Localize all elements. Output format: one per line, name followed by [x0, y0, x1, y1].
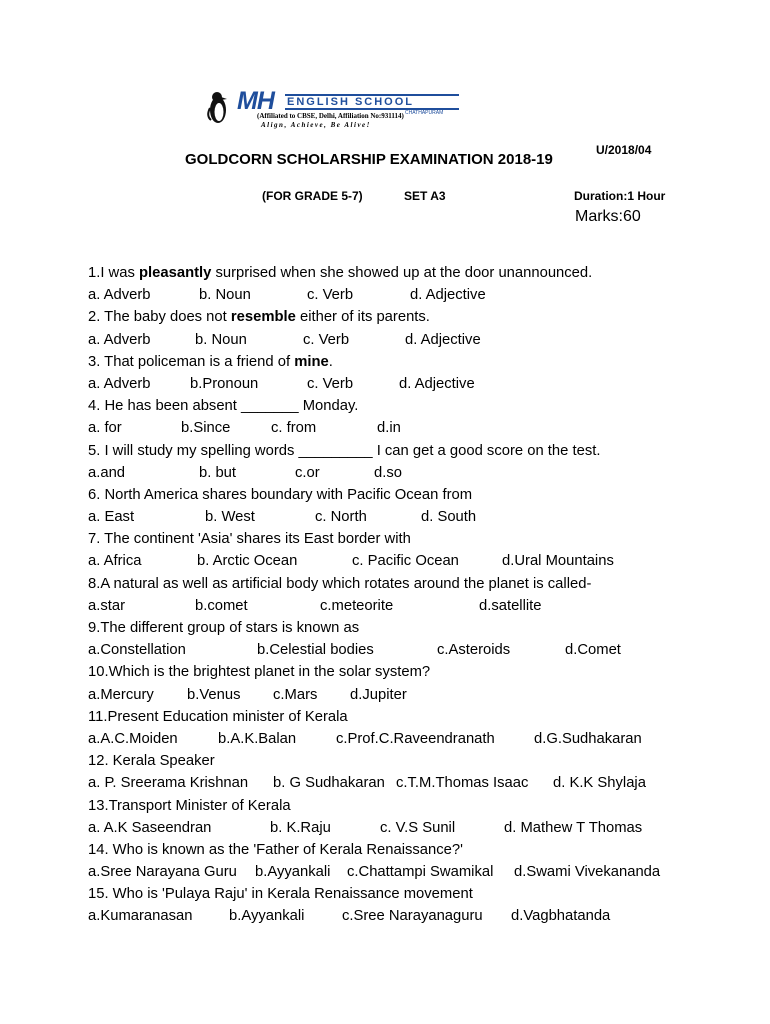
question-text: 11.Present Education minister of Kerala: [88, 708, 348, 725]
question-text: 3. That policeman is a friend of mine.: [88, 353, 333, 370]
answer-options: [88, 595, 728, 617]
option-b: b. Arctic Ocean: [197, 553, 298, 570]
answer-options: [88, 373, 728, 395]
answer-options: [88, 684, 728, 706]
question-list: [88, 262, 728, 928]
exam-code: U/2018/04: [596, 143, 652, 157]
option-d: d.G.Sudhakaran: [534, 730, 642, 747]
answer-options: [88, 550, 728, 572]
option-d: d.in: [377, 420, 401, 437]
option-a: a. Africa: [88, 553, 142, 570]
duration-label: Duration:1 Hour: [574, 189, 666, 203]
option-d: d.so: [374, 464, 402, 481]
question-text: 2. The baby does not resemble either of its parents.: [88, 309, 430, 326]
option-a: a. A.K Saseendran: [88, 819, 212, 836]
grade-label: (FOR GRADE 5-7): [262, 189, 363, 203]
option-d: d. Adjective: [410, 287, 486, 304]
logo-mh-letters: MH: [237, 87, 274, 115]
answer-options: [88, 506, 728, 528]
option-b: b.Since: [181, 420, 231, 437]
logo-school-name: ENGLISH SCHOOL: [285, 94, 459, 110]
option-c: c. Verb: [307, 375, 354, 392]
option-c: c.Prof.C.Raveendranath: [336, 730, 495, 747]
option-d: d. K.K Shylaja: [553, 775, 646, 792]
option-b: b.comet: [195, 597, 248, 614]
option-c: c. Pacific Ocean: [352, 553, 459, 570]
option-b: b.Venus: [187, 686, 241, 703]
option-d: d.Jupiter: [350, 686, 407, 703]
option-b: b.Ayyankali: [229, 908, 305, 925]
option-a: a.A.C.Moiden: [88, 730, 178, 747]
option-b: b.A.K.Balan: [218, 730, 297, 747]
option-b: b. K.Raju: [270, 819, 331, 836]
option-c: c. North: [315, 509, 367, 526]
answer-options: [88, 772, 728, 794]
option-d: d. Mathew T Thomas: [504, 819, 643, 836]
option-d: d.Swami Vivekananda: [514, 864, 661, 881]
answer-options: [88, 462, 728, 484]
answer-options: [88, 417, 728, 439]
school-logo: [205, 88, 460, 130]
answer-options: [88, 329, 728, 351]
question-text: 14. Who is known as the 'Father of Kerala Renaissance?': [88, 841, 463, 858]
answer-options: [88, 639, 728, 661]
question-text: 4. He has been absent _______ Monday.: [88, 398, 359, 415]
option-b: b. West: [205, 509, 255, 526]
logo-motto: Align, Achieve, Be Alive!: [261, 121, 371, 129]
option-a: a.Constellation: [88, 642, 186, 659]
question-text: 8.A natural as well as artificial body which rotates around the planet is called-: [88, 575, 592, 592]
option-d: d.Vagbhatanda: [511, 908, 611, 925]
option-a: a. Adverb: [88, 375, 151, 392]
option-c: c.Chattampi Swamikal: [347, 864, 494, 881]
option-b: b. G Sudhakaran: [273, 775, 385, 792]
option-c: c. V.S Sunil: [380, 819, 456, 836]
option-d: d.satellite: [479, 597, 542, 614]
option-a: a.and: [88, 464, 126, 481]
marks-label: Marks:60: [575, 208, 641, 225]
answer-options: [88, 728, 728, 750]
logo-affiliation: (Affiliated to CBSE, Delhi, Affiliation No:931114): [257, 112, 404, 120]
option-c: c.or: [295, 464, 320, 481]
option-a: a. for: [88, 420, 122, 437]
question-text: 12. Kerala Speaker: [88, 753, 215, 770]
penguin-logo-icon: [205, 90, 231, 126]
option-b: b.Celestial bodies: [257, 642, 374, 659]
logo-subtitle: CHATHAPURAM: [405, 110, 444, 116]
option-d: d. Adjective: [399, 375, 475, 392]
option-c: c.Mars: [273, 686, 318, 703]
option-c: c.Sree Narayanaguru: [342, 908, 483, 925]
option-a: a.star: [88, 597, 126, 614]
question-text: 9.The different group of stars is known as: [88, 620, 360, 636]
answer-options: [88, 905, 728, 927]
question-text: 6. North America shares boundary with Pacific Ocean from: [88, 486, 473, 503]
set-label: SET A3: [404, 189, 446, 203]
question-text: 13.Transport Minister of Kerala: [88, 797, 291, 814]
option-c: c.meteorite: [320, 597, 394, 614]
question-text: 1.I was pleasantly surprised when she showed up at the door unannounced.: [88, 265, 593, 281]
question-text: 10.Which is the brightest planet in the solar system?: [88, 664, 431, 681]
option-c: c. Verb: [303, 331, 350, 348]
option-a: a. East: [88, 509, 135, 526]
option-b: b. but: [199, 464, 237, 481]
question-text: 5. I will study my spelling words _________ I can get a good score on the test.: [88, 442, 601, 459]
answer-options: [88, 861, 728, 883]
answer-options: [88, 284, 728, 306]
option-c: c. Verb: [307, 287, 354, 304]
option-b: b. Noun: [199, 287, 251, 304]
option-c: c. from: [271, 420, 317, 437]
question-text: 15. Who is 'Pulaya Raju' in Kerala Renaissance movement: [88, 886, 473, 903]
option-a: a.Kumaranasan: [88, 908, 193, 925]
option-b: b.Ayyankali: [255, 864, 331, 881]
answer-options: [88, 817, 728, 839]
option-c: c.Asteroids: [437, 642, 511, 659]
question-text: 7. The continent 'Asia' shares its East border with: [88, 531, 411, 548]
option-d: d.Comet: [565, 642, 621, 659]
option-b: b.Pronoun: [190, 375, 259, 392]
option-a: a. Adverb: [88, 331, 151, 348]
option-a: a. P. Sreerama Krishnan: [88, 775, 249, 792]
option-a: a.Mercury: [88, 686, 154, 703]
exam-title: GOLDCORN SCHOLARSHIP EXAMINATION 2018-19: [185, 151, 553, 168]
option-d: d. South: [421, 509, 477, 526]
option-d: d. Adjective: [405, 331, 481, 348]
option-a: a.Sree Narayana Guru: [88, 864, 237, 881]
option-b: b. Noun: [195, 331, 247, 348]
option-c: c.T.M.Thomas Isaac: [396, 775, 529, 792]
option-a: a. Adverb: [88, 287, 151, 304]
option-d: d.Ural Mountains: [502, 553, 614, 570]
